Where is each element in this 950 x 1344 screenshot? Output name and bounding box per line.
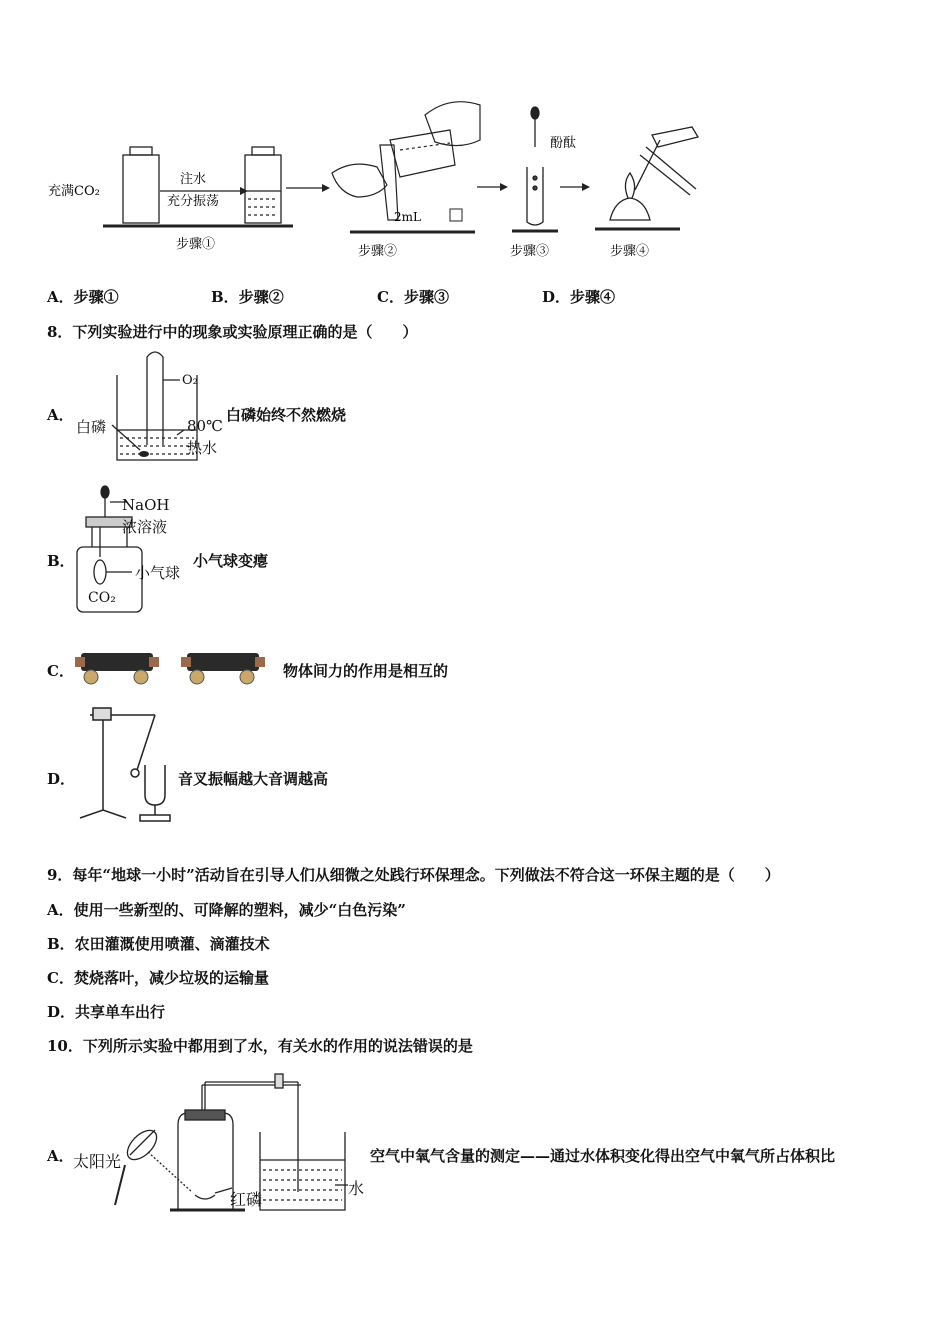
white-phosphorus-label: 白磷 — [76, 418, 107, 436]
step2-stopper — [450, 209, 462, 221]
q7-figure — [40, 95, 720, 270]
tuning-fork-diagram — [75, 700, 185, 825]
step4-label: 步骤④ — [610, 244, 650, 259]
step2-label: 步骤② — [358, 244, 398, 259]
q8-a-text: 白磷始终不然燃烧 — [226, 406, 347, 424]
q7-option-b[interactable] — [211, 286, 284, 307]
q8-a-letter[interactable]: A． — [47, 406, 74, 424]
oxygen-measurement-diagram — [70, 1070, 370, 1220]
q10-stem: 10．下列所示实验中都用到了水，有关水的作用的说法错误的是 — [47, 1037, 473, 1055]
q8-d-letter[interactable]: D． — [47, 770, 76, 788]
solution-label: 浓溶液 — [122, 518, 168, 536]
water-label: 水 — [348, 1179, 365, 1198]
arrow-to-step3-head — [500, 183, 508, 191]
q7-option-a[interactable] — [47, 286, 119, 307]
q10-a-letter[interactable]: A． — [47, 1147, 74, 1165]
sunlight-label: 太阳光 — [73, 1152, 122, 1171]
q9-option-d[interactable]: D．共享单车出行 — [47, 1003, 166, 1021]
q7-option-a-text: 步骤① — [73, 288, 119, 306]
arrow-to-step4-head — [582, 183, 590, 191]
red-phosphorus-label: 红磷 — [230, 1190, 263, 1209]
q7-option-d[interactable] — [542, 286, 615, 307]
water-label: 注水 — [180, 172, 207, 187]
o2-label: O₂ — [182, 373, 198, 388]
cart-left — [75, 653, 159, 684]
q7-option-c-letter: C． — [377, 288, 404, 306]
cart-right — [181, 653, 265, 684]
q7-option-b-letter: B． — [211, 288, 239, 306]
q7-option-b-text: 步骤② — [238, 288, 284, 306]
q7-option-a-letter: A． — [47, 288, 74, 306]
step3-tube — [527, 107, 543, 225]
magnet-carts-diagram — [75, 645, 275, 690]
temp-label: 80℃ — [187, 417, 223, 435]
step2-pouring — [332, 102, 480, 220]
naoh-label: NaOH — [122, 496, 170, 514]
step1-label: 步骤① — [176, 237, 216, 252]
hot-water-label: 热水 — [187, 439, 218, 457]
q7-option-d-letter: D． — [542, 288, 571, 306]
shake-label: 充分振荡 — [167, 194, 220, 209]
co2-flask-label: CO₂ — [88, 590, 116, 606]
q7-option-c[interactable] — [377, 286, 449, 307]
q8-c-letter[interactable]: C． — [47, 662, 74, 680]
co2-label: 充满CO₂ — [48, 184, 100, 199]
q8-b-text: 小气球变瘪 — [193, 552, 269, 570]
q10-a-text: 空气中氧气含量的测定——通过水体积变化得出空气中氧气所占体积比 — [370, 1147, 836, 1165]
balloon-label: 小气球 — [135, 564, 181, 582]
q7-option-c-text: 步骤③ — [403, 288, 449, 306]
phenol-label: 酚酞 — [550, 136, 577, 151]
q10-a-figure — [70, 1070, 370, 1220]
q9-option-c[interactable]: C．焚烧落叶，减少垃圾的运输量 — [47, 969, 269, 987]
q9-option-a[interactable]: A．使用一些新型的、可降解的塑料，减少“白色污染” — [47, 901, 406, 919]
q8-d-text: 音叉振幅越大音调越高 — [178, 770, 329, 788]
step1-bottle-water — [245, 147, 281, 223]
q8-b-letter[interactable]: B． — [47, 552, 75, 570]
q8-b-figure — [72, 482, 202, 617]
q8-c-text: 物体间力的作用是相互的 — [283, 662, 449, 680]
q8-c-figure — [75, 645, 275, 690]
step4-heating — [610, 127, 698, 220]
phosphorus-piece — [139, 451, 149, 457]
q7-steps-diagram — [40, 95, 720, 270]
q8-d-figure — [75, 700, 185, 825]
q9-stem: 9．每年“地球一小时”活动旨在引导人们从细微之处践行环保理念。下列做法不符合这一环保主题的是（ ） — [47, 866, 780, 884]
q8-stem: 8．下列实验进行中的现象或实验原理正确的是（ ） — [47, 323, 418, 341]
q7-option-d-text: 步骤④ — [570, 288, 616, 306]
step1-bottle-empty — [123, 147, 159, 223]
step3-label: 步骤③ — [510, 244, 550, 259]
q9-option-b[interactable]: B．农田灌溉使用喷灌、滴灌技术 — [47, 935, 270, 953]
q8-a-figure — [72, 350, 232, 465]
volume-label: 2mL — [394, 210, 421, 224]
arrow-to-step2-head — [322, 184, 330, 192]
